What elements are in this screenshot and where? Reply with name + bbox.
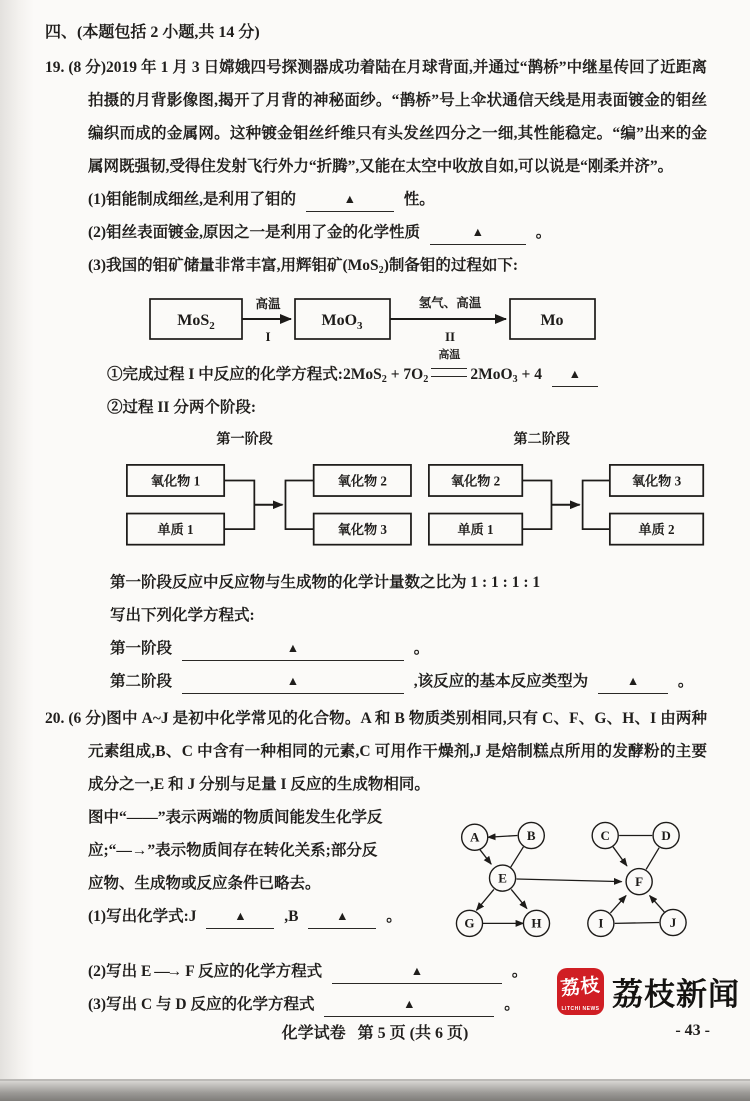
logo-characters: 荔枝 — [559, 974, 602, 1001]
q19-number: 19. — [45, 59, 65, 76]
answer-blank — [332, 965, 502, 984]
node-D-label: D — [661, 827, 671, 843]
answer-blank — [430, 226, 526, 245]
eq-condition: 高温 — [438, 349, 461, 361]
edge-B-to-A — [488, 836, 518, 838]
edge-E-to-F — [516, 879, 621, 882]
q20-left-column — [88, 801, 446, 955]
eq-term1: 2MoS — [342, 366, 382, 383]
q20-legend-line2: 应;“—→”表示物质间存在转化关系;部分反 — [88, 842, 378, 859]
stage2-box-tl: 氧化物 2 — [450, 473, 501, 489]
blank-triangle: ▲ — [343, 192, 357, 206]
q20-number: 20. — [45, 710, 65, 727]
answer-blank — [206, 910, 274, 929]
q20-sub3-text: (3)写出 C 与 D 反应的化学方程式 — [88, 996, 315, 1013]
q20-legend-line1: 图中“——”表示两端的物质间能发生化学反 — [88, 809, 383, 826]
eq-term3: 2MoO — [470, 366, 513, 383]
blank-triangle: ▲ — [626, 674, 640, 688]
flow-box3-formula: Mo — [540, 312, 564, 329]
node-G-label: G — [464, 915, 475, 931]
flow-box1-formula: MoS — [177, 312, 210, 329]
page-number-badge: - 43 - — [675, 1022, 710, 1039]
q19-sub3-tail: )制备钼的过程如下: — [383, 257, 519, 274]
q20-sub3-tail: 。 — [504, 996, 520, 1013]
q20-sub2-tail: 。 — [511, 963, 528, 980]
q20-intro-text: 图中 A~J 是初中化学常见的化合物。A 和 B 物质类别相同,只有 C、F、G、H、I 由两种元素组成,B、C 中含有一种相同的元素,C 可用作干燥剂,J 是焙制糕点所用的发酵粉的主要成分之一,E 和 J 分别与足量 I 反应的生成物相同。 — [88, 710, 707, 793]
edge-J-to-F — [650, 896, 665, 913]
stage-diagrams — [123, 428, 707, 566]
q19-intro-text: 2019 年 1 月 3 日嫦娥四号探测器成功着陆在月球背面,并通过“鹊桥”中继星传回了近距离拍摄的月背影像图,揭开了月背的神秘面纱。“鹊桥”号上伞状通信天线是用表面镀金的钼丝编织而成的金属网。这种镀金钼丝纤维只有头发丝四分之一细,其性能稳定。“编”出来的金属网既强韧,受得住发射飞行外力“折腾”,又能在太空中收放自如,可以说是“刚柔并济”。 — [88, 59, 707, 175]
q19-sub1-tail: 性。 — [403, 191, 435, 208]
node-F-label: F — [635, 873, 644, 889]
q19-sub2 — [88, 216, 707, 249]
q19-sub2-tail: 。 — [535, 224, 552, 241]
stage2-answer-mid: ,该反应的基本反应类型为 — [413, 673, 589, 690]
flow-step2-number: II — [444, 329, 456, 344]
blank-triangle: ▲ — [286, 674, 300, 688]
answer-blank — [598, 675, 668, 694]
q19-intro — [45, 51, 707, 183]
edge-I-J — [615, 923, 659, 924]
q19-score: (8 分) — [68, 59, 107, 76]
brand-name: 荔枝新闻 — [612, 977, 740, 1012]
q20-score: (6 分) — [68, 710, 107, 727]
stage2-box-br: 单质 2 — [638, 521, 675, 537]
q19-sub3-text: (3)我国的钼矿储量非常丰富,用辉钼矿(MoS — [88, 257, 379, 274]
q19-write-line: 写出下列化学方程式: — [110, 607, 255, 624]
blank-triangle: ▲ — [471, 225, 485, 239]
answer-blank — [324, 998, 494, 1017]
answer-blank — [182, 642, 404, 661]
stage1-box-tl: 氧化物 1 — [150, 473, 201, 489]
blank-triangle: ▲ — [403, 997, 416, 1011]
q20-sub2-text: (2)写出 E — [88, 963, 152, 980]
answer-blank — [552, 368, 598, 387]
answer-blank — [182, 675, 404, 694]
q19-sub1-text: (1)钼能制成细丝,是利用了钼的 — [88, 191, 296, 208]
q20-sub1 — [88, 900, 446, 933]
long-arrow-glyph: —→ — [154, 963, 180, 980]
stage2-diagram — [425, 428, 707, 566]
eq-term2: + 7O — [386, 366, 424, 383]
stage1-box-bl: 单质 1 — [157, 521, 194, 537]
flow-step1-number: I — [265, 329, 271, 344]
edge-E-to-G — [476, 889, 493, 910]
q19-sub3-subscript: 2 — [378, 264, 384, 276]
eq-term4: + 4 — [517, 366, 542, 383]
node-H-label: H — [531, 915, 542, 931]
flow-step1-condition: 高温 — [255, 297, 281, 311]
node-B-label: B — [526, 827, 536, 843]
node-A-label: A — [469, 829, 480, 845]
edge-C-to-F — [613, 847, 627, 866]
q19-sub2-text: (2)钼丝表面镀金,原因之一是利用了金的化学性质 — [88, 224, 420, 241]
section-title: 四、(本题包括 2 小题,共 14 分) — [45, 24, 260, 41]
edge-D-F — [646, 848, 659, 870]
q19-equation-line — [107, 349, 707, 391]
q20-sub1-mid: ,B — [284, 908, 299, 925]
stage2-box-tr: 氧化物 3 — [631, 473, 682, 489]
blank-triangle: ▲ — [336, 909, 349, 923]
blank-triangle: ▲ — [234, 909, 247, 923]
scan-bottom-shadow — [0, 1081, 750, 1101]
footer-page-info: 化学试卷 第 5 页 (共 6 页) — [281, 1025, 469, 1042]
q19-stage1-answer — [110, 632, 707, 665]
q19-stage2-answer — [110, 665, 707, 698]
eq-sub2: 2 — [423, 373, 429, 385]
q20-sub2-mid: F 反应的化学方程式 — [185, 963, 323, 980]
svg-text:MoO3 — [321, 312, 363, 332]
q20-sub1-tail: 。 — [386, 908, 402, 925]
q19-sub1 — [88, 183, 707, 216]
edge-B-E — [510, 847, 523, 868]
eq-sub3: 3 — [512, 373, 518, 385]
svg-text:MoS2 — [177, 312, 215, 332]
node-C-label: C — [600, 827, 610, 843]
flow-box2-formula: MoO — [321, 312, 358, 329]
blank-triangle: ▲ — [410, 964, 424, 978]
litchi-news-logo-icon — [557, 968, 604, 1015]
stage1-title: 第一阶段 — [216, 431, 273, 448]
answer-blank — [308, 910, 376, 929]
edge-E-to-H — [511, 889, 527, 908]
logo-subtext: LITCHI NEWS — [561, 1006, 600, 1012]
stage2-box-bl: 单质 1 — [457, 521, 494, 537]
stage1-box-tr: 氧化物 2 — [337, 473, 387, 489]
litchi-news-watermark — [557, 968, 740, 1015]
answer-blank — [306, 193, 394, 212]
q19-circ2-line: ②过程 II 分两个阶段: — [107, 399, 256, 416]
stage2-answer-label: 第二阶段 — [110, 673, 173, 690]
q20-two-column — [45, 801, 707, 955]
node-I-label: I — [598, 915, 604, 931]
stage1-box-br: 氧化物 3 — [337, 521, 387, 537]
edge-A-to-E — [479, 849, 491, 865]
edge-I-to-F — [610, 896, 626, 913]
node-J-label: J — [669, 914, 677, 930]
node-E-label: E — [498, 870, 507, 886]
substance-network-diagram — [446, 803, 707, 955]
page-content — [45, 16, 707, 1021]
flow-box2-subscript: 3 — [357, 320, 363, 332]
equals-with-condition — [431, 349, 467, 377]
q19-sub3 — [88, 249, 707, 282]
q20-intro — [45, 702, 707, 801]
stage1-diagram — [123, 428, 415, 566]
scan-left-shadow — [0, 0, 34, 1101]
flow-box1-subscript: 2 — [209, 320, 215, 332]
q19-ratio-line: 第一阶段反应中反应物与生成物的化学计量数之比为 1 : 1 : 1 : 1 — [110, 574, 541, 591]
flow-step2-condition: 氢气、高温 — [418, 296, 482, 310]
stage1-answer-tail: 。 — [413, 640, 430, 657]
eq-sub1: 2 — [381, 373, 387, 385]
q20-legend-line3: 应物、生成物或反应条件已略去。 — [88, 875, 321, 892]
blank-triangle: ▲ — [286, 641, 300, 655]
stage2-answer-tail: 。 — [677, 673, 694, 690]
stage2-title: 第二阶段 — [513, 431, 570, 448]
blank-triangle: ▲ — [568, 367, 582, 381]
q19-circ1-text: ①完成过程 I 中反应的化学方程式: — [107, 366, 343, 383]
stage1-answer-label: 第一阶段 — [110, 640, 173, 657]
process-flowchart — [105, 288, 625, 350]
q20-sub1-text: (1)写出化学式:J — [88, 908, 197, 925]
